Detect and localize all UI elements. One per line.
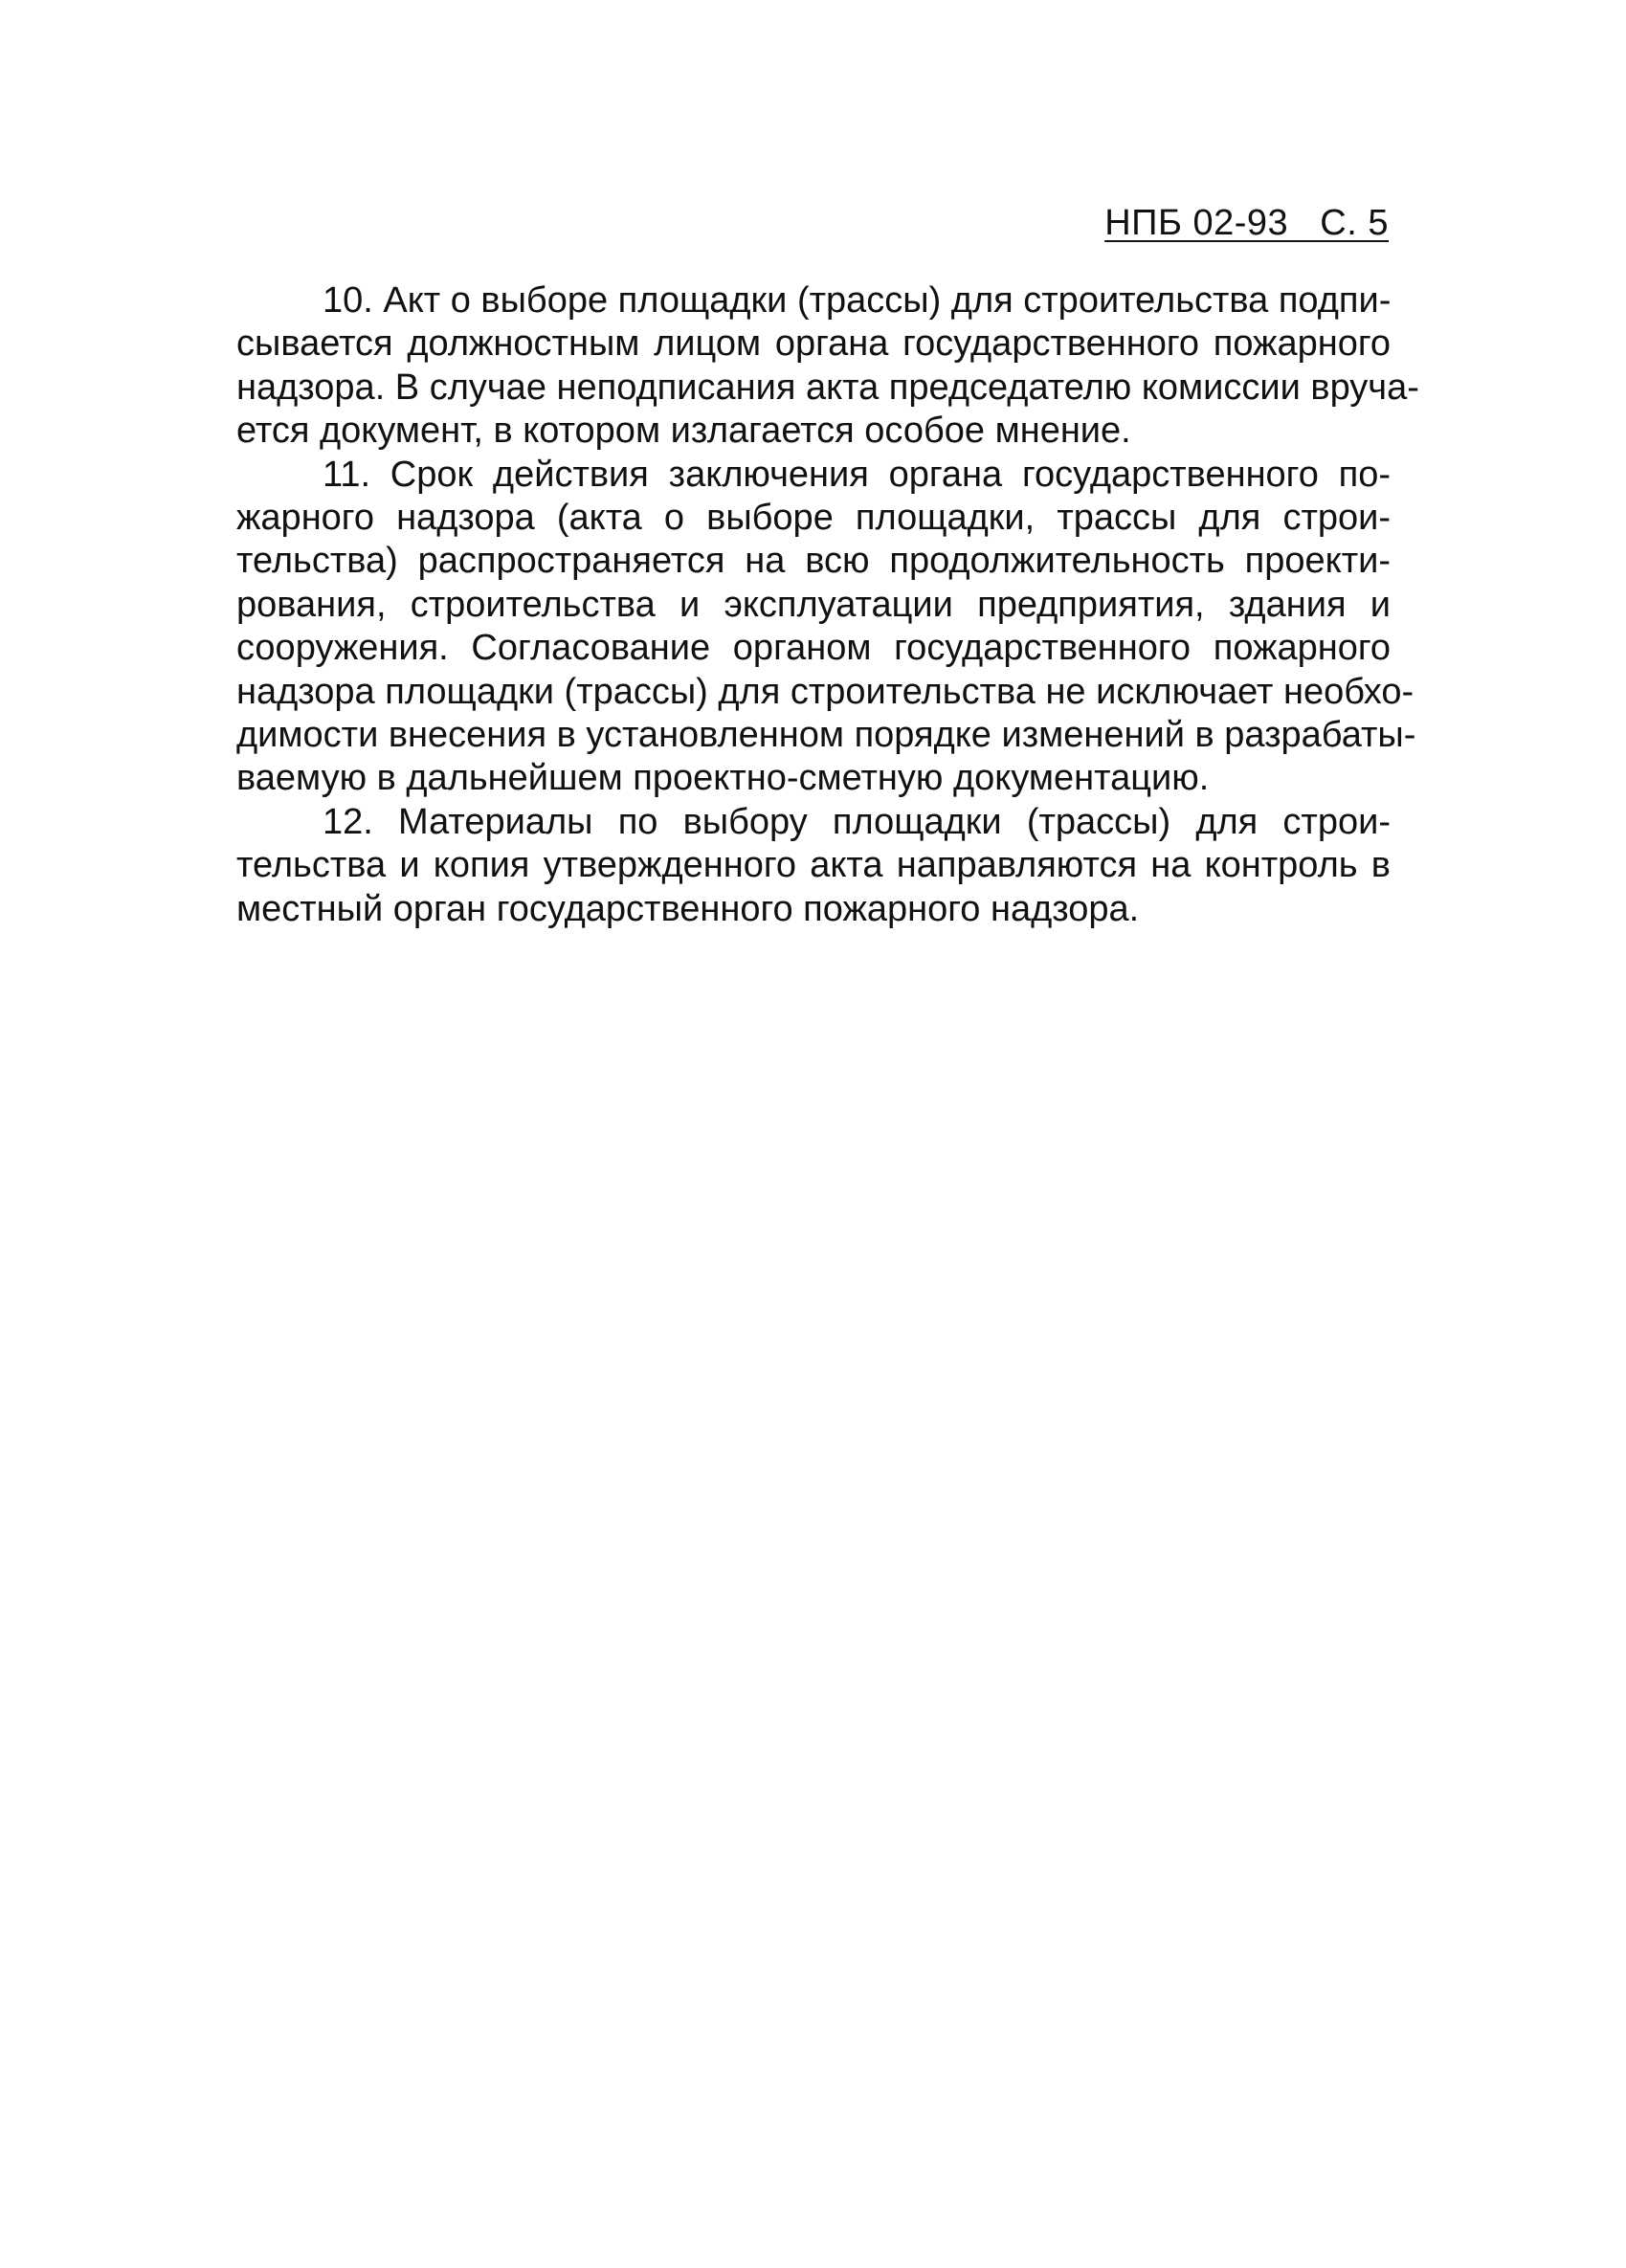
paragraph-12 (236, 801, 1391, 931)
text-line: сооружения. Согласование органом государственного пожарного (236, 628, 1391, 669)
paragraph-10 (236, 279, 1419, 454)
text-line: сывается должностным лицом органа государственного пожарного (236, 323, 1391, 365)
text-line: ется документ, в котором излагается особое мнение. (236, 411, 1131, 452)
text-line: тельства и копия утвержденного акта направляются на контроль в (236, 845, 1391, 886)
text-line: местный орган государственного пожарного надзора. (236, 888, 1140, 929)
text-line: димости внесения в установленном порядке изменений в разрабаты- (236, 715, 1416, 756)
text-line: 11. Срок действия заключения органа государственного по- (323, 454, 1391, 495)
text-line: 12. Материалы по выбору площадки (трассы) для строи- (323, 801, 1391, 842)
text-line: рования, строительства и эксплуатации предприятия, здания и (236, 584, 1391, 625)
text-line: жарного надзора (акта о выборе площадки, трассы для строи- (236, 498, 1391, 539)
text-line: 10. Акт о выборе площадки (трассы) для строительства подпи- (323, 280, 1392, 321)
text-line: ваемую в дальнейшем проектно-сметную документацию. (236, 758, 1210, 799)
page-header: НПБ 02-93 С. 5 (1104, 203, 1389, 243)
text-line: надзора. В случае неподписания акта председателю комиссии вруча- (236, 367, 1419, 408)
document-body (236, 279, 1419, 931)
text-line: надзора площадки (трассы) для строительства не исключает необхо- (236, 671, 1414, 712)
text-line: тельства) распространяется на всю продолжительность проекти- (236, 541, 1391, 582)
paragraph-11 (236, 454, 1416, 801)
